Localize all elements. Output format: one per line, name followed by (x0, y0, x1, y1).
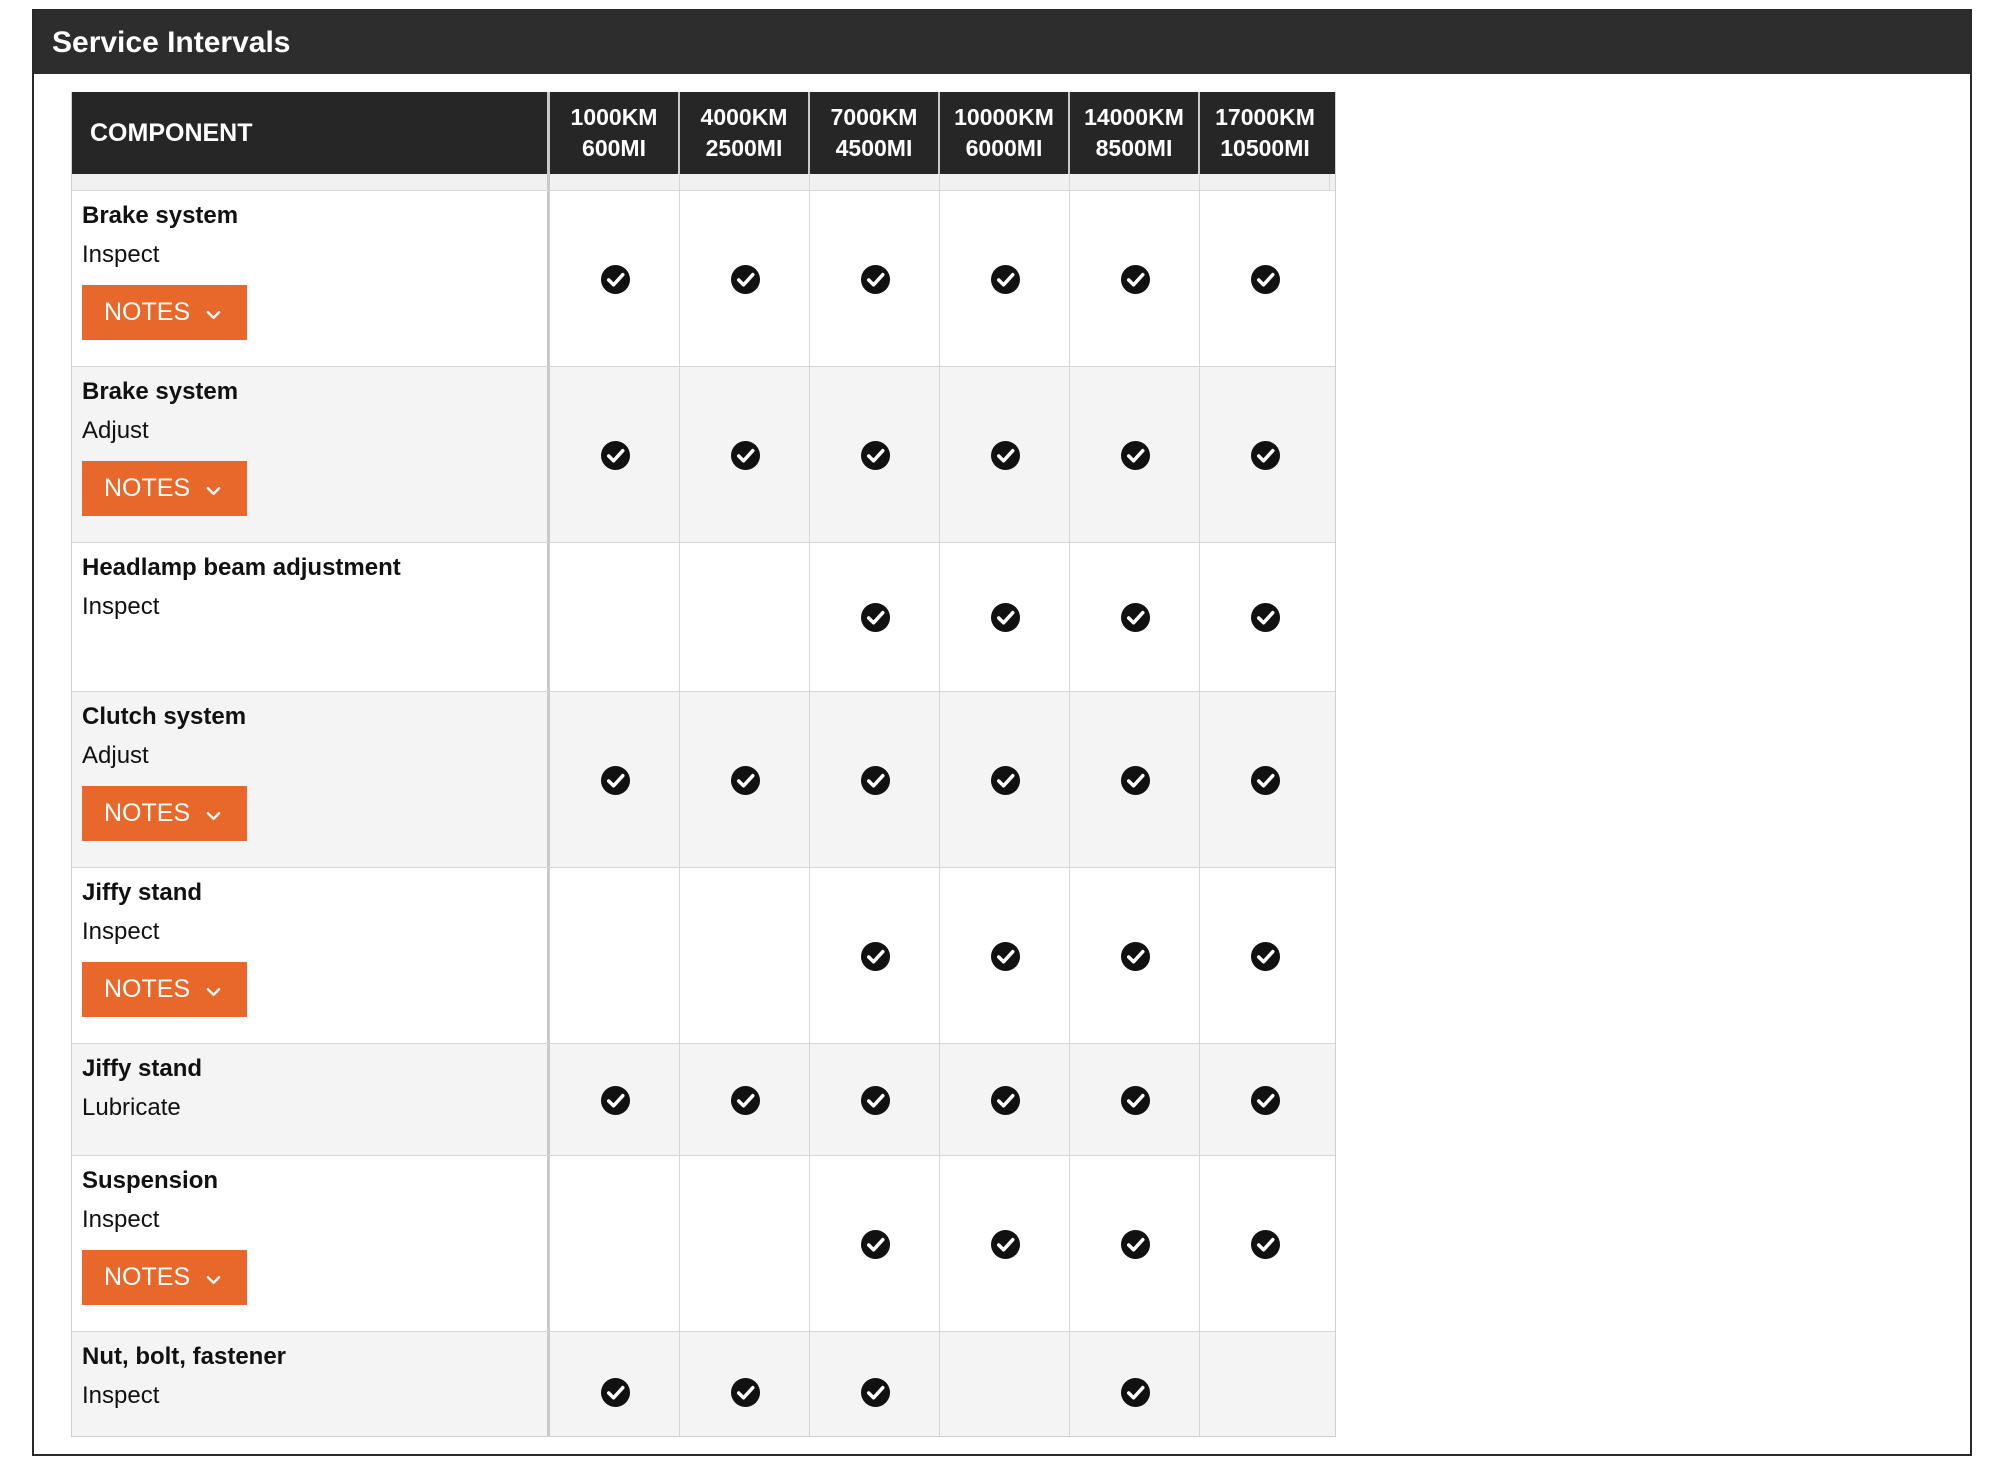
check-circle-icon (860, 1377, 891, 1408)
interval-cell (1070, 692, 1200, 867)
service-action: Adjust (82, 417, 149, 444)
check-circle-icon (1120, 1377, 1151, 1408)
check-circle-icon (860, 264, 891, 295)
interval-cell (810, 367, 940, 542)
interval-cell (1200, 543, 1330, 691)
interval-cell (680, 1332, 810, 1437)
interval-cell (550, 1044, 680, 1155)
chevron-down-icon (190, 1263, 221, 1292)
interval-cell (680, 1044, 810, 1155)
check-circle-icon (1120, 440, 1151, 471)
component-cell (72, 543, 550, 691)
interval-column-header (1200, 92, 1330, 174)
spacer-cell (1200, 174, 1330, 190)
check-circle-icon (600, 264, 631, 295)
interval-cell (1200, 692, 1330, 867)
table-header-row (72, 92, 1335, 174)
service-action: Inspect (82, 241, 160, 268)
notes-label: NOTES (104, 298, 191, 326)
interval-cell (680, 191, 810, 366)
check-circle-icon (1250, 765, 1281, 796)
interval-mi: 4500MI (835, 135, 913, 161)
interval-cell (1070, 868, 1200, 1043)
header-spacer (72, 174, 1335, 191)
check-circle-icon (990, 602, 1021, 633)
check-circle-icon (730, 1377, 761, 1408)
interval-km: 4000KM (700, 104, 788, 130)
service-intervals-panel (32, 9, 1972, 1456)
service-intervals-table (71, 92, 1336, 1437)
check-circle-icon (600, 765, 631, 796)
chevron-down-icon (190, 975, 221, 1004)
check-circle-icon (1250, 264, 1281, 295)
interval-cell (940, 367, 1070, 542)
interval-cell (1200, 191, 1330, 366)
component-name: Clutch system (82, 703, 247, 730)
interval-cell (940, 1156, 1070, 1331)
check-circle-icon (990, 1085, 1021, 1116)
check-circle-icon (600, 1377, 631, 1408)
interval-cell (550, 543, 680, 691)
interval-cell (1200, 1044, 1330, 1155)
spacer-cell (72, 174, 550, 190)
table-row (72, 367, 1335, 543)
check-circle-icon (990, 264, 1021, 295)
component-name: Suspension (82, 1167, 219, 1194)
chevron-down-icon (190, 298, 221, 327)
component-name: Nut, bolt, fastener (82, 1343, 287, 1370)
component-cell (72, 868, 550, 1043)
interval-cell (680, 868, 810, 1043)
table-row (72, 1156, 1335, 1332)
interval-column-header (680, 92, 810, 174)
interval-km: 17000KM (1215, 104, 1315, 130)
interval-column-header (810, 92, 940, 174)
check-circle-icon (1120, 602, 1151, 633)
check-circle-icon (1250, 602, 1281, 633)
chevron-down-icon (190, 799, 221, 828)
component-cell (72, 191, 550, 366)
component-name: Brake system (82, 202, 239, 229)
spacer-cell (1070, 174, 1200, 190)
check-circle-icon (1120, 264, 1151, 295)
check-circle-icon (860, 1229, 891, 1260)
interval-km: 14000KM (1084, 104, 1184, 130)
interval-cell (940, 1332, 1070, 1437)
check-circle-icon (1250, 941, 1281, 972)
interval-mi: 6000MI (965, 135, 1043, 161)
interval-cell (810, 191, 940, 366)
table-row (72, 1332, 1335, 1437)
table-row (72, 191, 1335, 367)
interval-cell (680, 692, 810, 867)
interval-cell (1200, 1156, 1330, 1331)
check-circle-icon (1120, 1229, 1151, 1260)
interval-cell (940, 868, 1070, 1043)
check-circle-icon (1250, 1229, 1281, 1260)
interval-cell (940, 191, 1070, 366)
interval-cell (1200, 868, 1330, 1043)
notes-label: NOTES (104, 975, 191, 1003)
check-circle-icon (990, 765, 1021, 796)
check-circle-icon (860, 941, 891, 972)
table-row (72, 868, 1335, 1044)
notes-label: NOTES (104, 474, 191, 502)
check-circle-icon (1120, 941, 1151, 972)
interval-cell (810, 1332, 940, 1437)
service-action: Inspect (82, 918, 160, 945)
notes-button[interactable] (82, 962, 247, 1017)
service-action: Lubricate (82, 1094, 181, 1121)
spacer-cell (810, 174, 940, 190)
table-body (72, 191, 1335, 1437)
interval-cell (1070, 191, 1200, 366)
interval-cell (1070, 1044, 1200, 1155)
component-cell (72, 1044, 550, 1155)
component-cell (72, 1332, 550, 1437)
panel-title: Service Intervals (34, 11, 1970, 74)
interval-cell (680, 1156, 810, 1331)
interval-km: 10000KM (954, 104, 1054, 130)
chevron-down-icon (190, 474, 221, 503)
interval-cell (1070, 367, 1200, 542)
interval-mi: 600MI (582, 135, 646, 161)
interval-cell (1200, 367, 1330, 542)
check-circle-icon (990, 440, 1021, 471)
interval-column-header (940, 92, 1070, 174)
notes-button[interactable] (82, 786, 247, 841)
service-action: Adjust (82, 742, 149, 769)
check-circle-icon (730, 264, 761, 295)
interval-cell (940, 692, 1070, 867)
interval-cell (810, 692, 940, 867)
interval-cell (550, 868, 680, 1043)
interval-cell (550, 692, 680, 867)
notes-button[interactable] (82, 1250, 247, 1305)
interval-cell (940, 1044, 1070, 1155)
interval-cell (1070, 1156, 1200, 1331)
notes-label: NOTES (104, 799, 191, 827)
check-circle-icon (1250, 440, 1281, 471)
service-action: Inspect (82, 1382, 160, 1409)
table-row (72, 692, 1335, 868)
table-row (72, 1044, 1335, 1156)
interval-cell (550, 191, 680, 366)
check-circle-icon (600, 1085, 631, 1116)
notes-button[interactable] (82, 285, 247, 340)
component-name: Brake system (82, 378, 239, 405)
interval-cell (680, 367, 810, 542)
component-cell (72, 692, 550, 867)
interval-cell (680, 543, 810, 691)
interval-cell (550, 1332, 680, 1437)
interval-km: 7000KM (830, 104, 918, 130)
check-circle-icon (990, 1229, 1021, 1260)
table-row (72, 543, 1335, 692)
interval-mi: 2500MI (705, 135, 783, 161)
component-name: Headlamp beam adjustment (82, 554, 401, 581)
interval-cell (940, 543, 1070, 691)
interval-cell (550, 367, 680, 542)
spacer-cell (680, 174, 810, 190)
notes-button[interactable] (82, 461, 247, 516)
interval-column-header (550, 92, 680, 174)
interval-cell (1200, 1332, 1330, 1437)
check-circle-icon (1250, 1085, 1281, 1116)
check-circle-icon (860, 1085, 891, 1116)
interval-mi: 10500MI (1220, 135, 1310, 161)
interval-mi: 8500MI (1095, 135, 1173, 161)
spacer-cell (940, 174, 1070, 190)
component-name: Jiffy stand (82, 1055, 203, 1082)
component-cell (72, 1156, 550, 1331)
interval-cell (810, 1156, 940, 1331)
component-name: Jiffy stand (82, 879, 203, 906)
component-cell (72, 367, 550, 542)
interval-km: 1000KM (570, 104, 658, 130)
check-circle-icon (600, 440, 631, 471)
check-circle-icon (730, 765, 761, 796)
service-action: Inspect (82, 593, 160, 620)
interval-cell (810, 868, 940, 1043)
spacer-cell (550, 174, 680, 190)
check-circle-icon (1120, 1085, 1151, 1116)
notes-label: NOTES (104, 1263, 191, 1291)
interval-column-header (1070, 92, 1200, 174)
check-circle-icon (990, 941, 1021, 972)
service-action: Inspect (82, 1206, 160, 1233)
interval-cell (810, 543, 940, 691)
interval-cell (1070, 543, 1200, 691)
check-circle-icon (730, 440, 761, 471)
interval-cell (1070, 1332, 1200, 1437)
check-circle-icon (860, 440, 891, 471)
component-column-header: COMPONENT (72, 92, 550, 174)
check-circle-icon (730, 1085, 761, 1116)
check-circle-icon (860, 602, 891, 633)
check-circle-icon (860, 765, 891, 796)
check-circle-icon (1120, 765, 1151, 796)
interval-cell (810, 1044, 940, 1155)
interval-cell (550, 1156, 680, 1331)
